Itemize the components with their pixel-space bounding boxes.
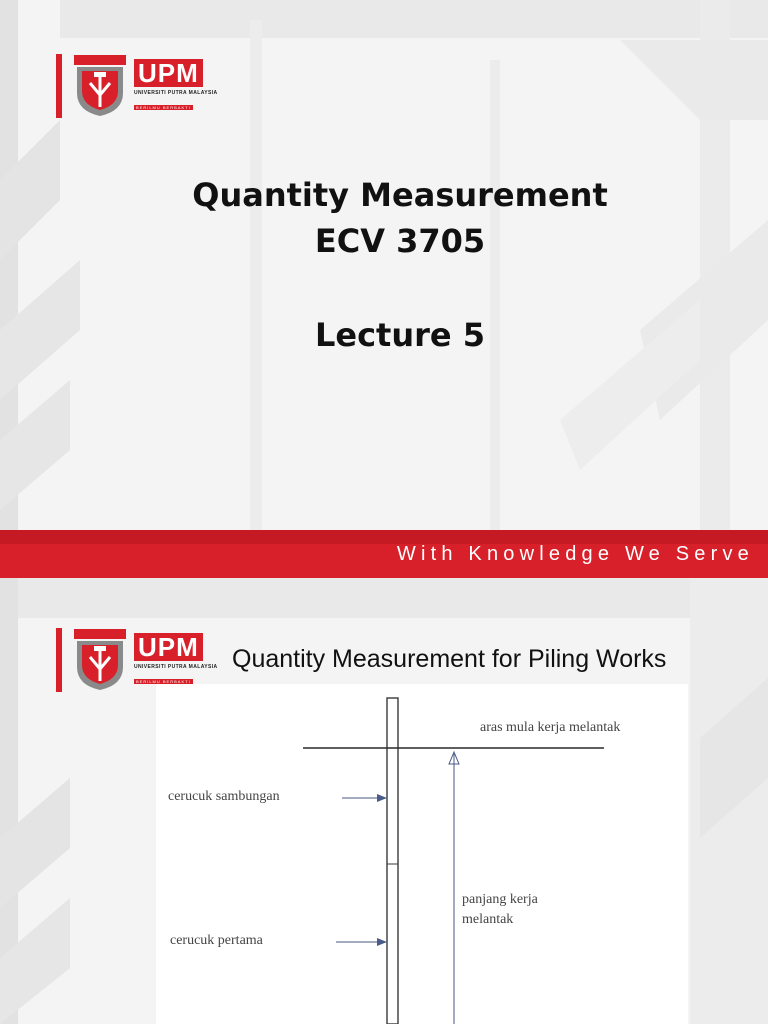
upm-emblem-icon [74,55,126,117]
title-line-1: Quantity Measurement [192,176,608,214]
lecture-number: Lecture 5 [314,316,486,354]
piling-diagram [156,684,688,1024]
title-line-2: ECV 3705 [314,222,486,260]
label-driving-length-1: panjang kerja [462,892,538,907]
logo-red-strip [56,628,62,692]
upm-emblem-icon [74,629,126,691]
logo-abbr: UPM [134,633,203,661]
logo-university-name: UNIVERSITI PUTRA MALAYSIA [134,89,218,96]
logo-abbr: UPM [134,59,203,87]
logo-motto: BERILMU BERBAKTI [136,104,191,110]
slide-title: Quantity Measurement for Piling Works [232,645,667,673]
logo-red-strip [56,54,62,118]
label-start-level: aras mula kerja melantak [480,720,621,735]
logo-motto: BERILMU BERBAKTI [136,678,191,684]
label-first-pile: cerucuk pertama [170,933,263,948]
logo-university-name: UNIVERSITI PUTRA MALAYSIA [134,663,218,670]
label-driving-length-2: melantak [462,912,514,927]
label-extension-pile: cerucuk sambungan [168,789,280,804]
upm-logo [56,628,218,692]
upm-logo [56,54,218,118]
tagline: With Knowledge We Serve [396,543,754,565]
